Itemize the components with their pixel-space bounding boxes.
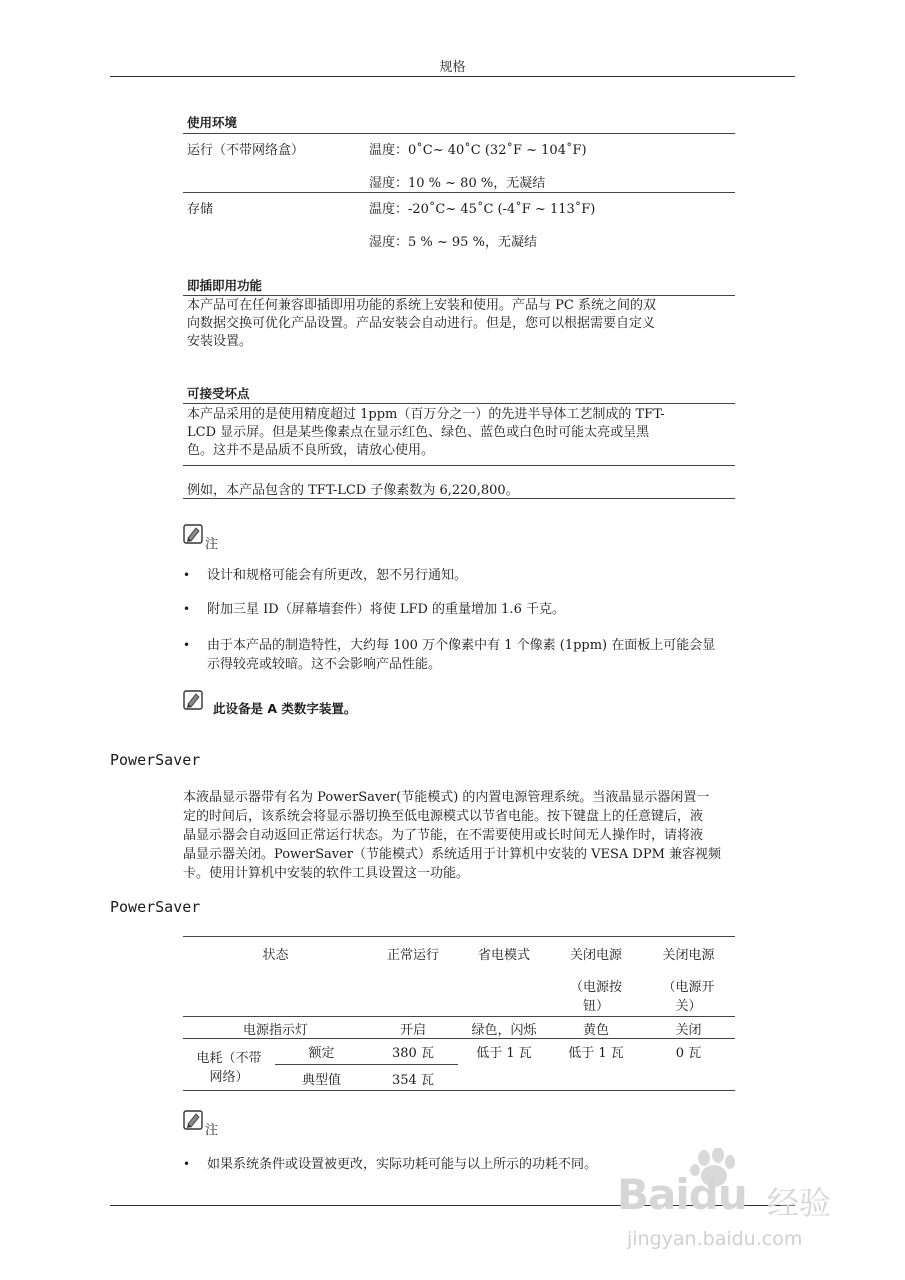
th-off-button-sub2: 钮） <box>582 999 609 1014</box>
power-table <box>183 936 735 1092</box>
operating-humidity: 湿度：10 % ~ 80 %，无凝结 <box>369 176 546 191</box>
table-led-rule <box>183 1038 735 1039</box>
pixels-mid-rule <box>183 465 735 466</box>
plugplay-title: 即插即用功能 <box>187 278 263 293</box>
bullet-dot: • <box>183 602 191 616</box>
powersaver-line-1: 本液晶显示器带有名为 PowerSaver(节能模式) 的内置电源管理系统。当液晶显示器闲置一 <box>183 790 710 805</box>
th-off-button: 关闭电源 <box>569 948 622 963</box>
powersaver-heading: PowerSaver <box>110 751 201 769</box>
powersaver-line-5: 卡。使用计算机中安装的软件工具设置这一功能。 <box>183 866 470 881</box>
pixels-bottom-rule <box>183 498 735 499</box>
class-a-statement: 此设备是 A 类数字装置。 <box>213 701 357 716</box>
note-label: 注 <box>205 537 219 552</box>
power-label-line1: 电耗（不带 <box>196 1051 262 1066</box>
note-icon <box>183 690 203 714</box>
led-normal: 开启 <box>399 1023 426 1038</box>
operating-label: 运行（不带网络盒） <box>187 143 305 158</box>
watermark-url: jingyan.baidu.com <box>627 1228 803 1250</box>
power-off-switch-value: 0 瓦 <box>675 1046 702 1061</box>
storage-humidity: 湿度：5 % ~ 95 %，无凝结 <box>369 235 537 250</box>
rated-label: 额定 <box>308 1046 335 1061</box>
note-bullet-2: 附加三星 ID（屏幕墙套件）将使 LFD 的重量增加 1.6 千克。 <box>207 602 565 617</box>
plugplay-paragraph <box>187 297 735 351</box>
storage-label: 存储 <box>187 202 214 217</box>
note-bullet-1: 设计和规格可能会有所更改，恕不另行通知。 <box>207 568 468 583</box>
led-label: 电源指示灯 <box>242 1023 308 1038</box>
powersaver-line-4: 晶显示器关闭。PowerSaver（节能模式）系统适用于计算机中安装的 VESA DPM 兼容视频 <box>183 847 722 862</box>
pixels-example: 例如，本产品包含的 TFT-LCD 子像素数为 6,220,800。 <box>187 483 519 498</box>
header-divider <box>110 76 795 77</box>
baidu-watermark <box>617 1148 847 1258</box>
bullet-dot: • <box>183 1157 191 1171</box>
typical-label: 典型值 <box>301 1073 341 1088</box>
bullet-dot: • <box>183 638 191 652</box>
watermark-cn: 经验 <box>767 1184 832 1222</box>
typical-value: 354 瓦 <box>392 1073 434 1088</box>
led-saving: 绿色，闪烁 <box>471 1023 537 1038</box>
pixels-paragraph <box>187 406 735 460</box>
th-saving: 省电模式 <box>477 948 530 963</box>
table-bottom-rule <box>183 1090 735 1091</box>
note-bullet-3 <box>207 636 797 674</box>
note-icon <box>183 524 203 548</box>
note2-bullet: 如果系统条件或设置被更改，实际功耗可能与以上所示的功耗不同。 <box>207 1157 598 1172</box>
plugplay-title-rule <box>183 295 735 296</box>
th-off-switch-sub1: （电源开 <box>662 980 715 995</box>
plugplay-line-2: 向数据交换可优化产品设置。产品安装会自动进行。但是，您可以根据需要自定义 <box>187 316 656 331</box>
page-header-title: 规格 <box>439 60 466 75</box>
bullet-dot: • <box>183 568 191 582</box>
note-icon <box>183 1110 203 1134</box>
environment-title-rule <box>183 133 735 134</box>
th-off-switch: 关闭电源 <box>662 948 715 963</box>
power-label-line2: 网络） <box>209 1070 249 1085</box>
th-normal: 正常运行 <box>386 948 439 963</box>
pixels-title: 可接受坏点 <box>187 386 250 401</box>
powersaver-table-heading: PowerSaver <box>110 898 201 916</box>
storage-temp: 温度：-20˚C~ 45˚C (-4˚F ~ 113˚F) <box>369 202 596 217</box>
plugplay-line-1: 本产品可在任何兼容即插即用功能的系统上安装和使用。产品与 PC 系统之间的双 <box>187 298 656 313</box>
pixels-line-1: 本产品采用的是使用精度超过 1ppm（百万分之一）的先进半导体工艺制成的 TFT- <box>187 407 665 422</box>
th-off-button-sub1: （电源按 <box>569 980 622 995</box>
watermark-brand: Baidu <box>617 1170 747 1219</box>
power-saving-value: 低于 1 瓦 <box>476 1046 532 1061</box>
note-label: 注 <box>205 1123 219 1138</box>
environment-title: 使用环境 <box>187 115 238 130</box>
power-off-button-value: 低于 1 瓦 <box>568 1046 624 1061</box>
note-bullet-3-line-1: 由于本产品的制造特性，大约每 100 万个像素中有 1 个像素 (1ppm) 在面板上可能会显 <box>207 638 716 653</box>
environment-row-rule <box>183 192 735 193</box>
led-off-switch: 关闭 <box>675 1023 702 1038</box>
pixels-line-3: 色。这并不是品质不良所致，请放心使用。 <box>187 443 435 458</box>
operating-temp: 温度：0˚C~ 40˚C (32˚F ~ 104˚F) <box>369 143 587 158</box>
table-rated-rule <box>275 1064 458 1065</box>
powersaver-line-3: 晶显示器会自动返回正常运行状态。为了节能，在不需要使用或长时间无人操作时，请将液 <box>183 828 704 843</box>
pixels-title-rule <box>183 403 735 404</box>
th-off-switch-sub2: 关） <box>675 999 702 1014</box>
note-bullet-3-line-2: 示得较亮或较暗。这不会影响产品性能。 <box>207 657 442 672</box>
rated-value: 380 瓦 <box>392 1046 434 1061</box>
pixels-line-2: LCD 显示屏。但是某些像素点在显示红色、绿色、蓝色或白色时可能太亮或呈黑 <box>187 425 650 440</box>
led-off-button: 黄色 <box>582 1023 609 1038</box>
plugplay-line-3: 安装设置。 <box>187 334 253 349</box>
table-header-rule <box>183 1016 735 1017</box>
table-top-rule <box>183 936 735 937</box>
powersaver-line-2: 定的时间后，该系统会将显示器切换至低电源模式以节省电能。按下键盘上的任意键后，液 <box>183 809 704 824</box>
powersaver-paragraph <box>183 788 795 883</box>
th-state: 状态 <box>262 948 289 963</box>
